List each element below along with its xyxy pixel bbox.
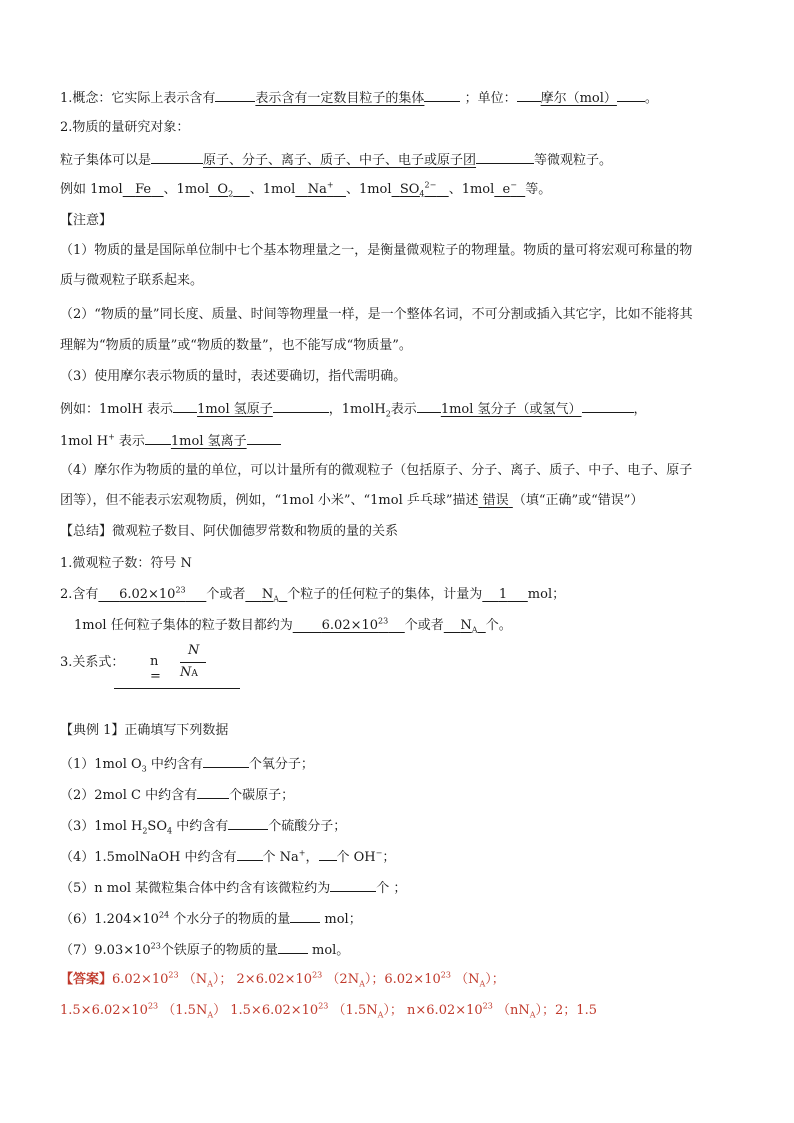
text: （nN [497, 1003, 530, 1018]
note-3: （3）使用摩尔表示物质的量时，表述要确切，指代需明确。 [60, 369, 407, 384]
blank [273, 399, 329, 413]
fraction-bar [180, 662, 206, 663]
h2-answer: 1mol 氢分子（或氢气） [440, 402, 582, 417]
note-1b: 质与微观粒子联系起来。 [60, 273, 204, 288]
na-symbol: N [261, 587, 274, 602]
na: Na [307, 182, 327, 197]
text: （N [182, 972, 208, 987]
question-2 [60, 785, 294, 805]
unit-label: ；单位： [464, 91, 517, 106]
sup: 23 [482, 1001, 493, 1011]
particle-label: 粒子集体可以是 [60, 153, 152, 168]
electron: e [502, 182, 511, 197]
text: （2）2mol C 中约含有 [60, 788, 198, 803]
text [293, 618, 405, 633]
text [479, 493, 513, 508]
text: 个氧分子； [248, 757, 314, 772]
sup: 23 [150, 941, 161, 951]
o2: O [217, 182, 229, 197]
text: ； [382, 850, 396, 865]
one-mol: 1 [498, 587, 508, 602]
text: 1mol 任何粒子集体的粒子数目都约为 [74, 618, 293, 633]
electron-sup: − [510, 180, 517, 190]
formula-denominator [180, 665, 198, 680]
answer-blank[interactable] [319, 847, 337, 861]
o2-sub: 2 [228, 189, 234, 199]
sup: + [298, 848, 306, 858]
summary-title: 【总结】微观粒子数目、阿伏伽德罗常数和物质的量的关系 [60, 524, 399, 539]
question-6 [60, 909, 362, 929]
text: 表示 [114, 434, 145, 449]
blank [173, 399, 197, 413]
text: 个硫酸分子； [268, 819, 347, 834]
sup: 23 [175, 585, 186, 595]
text: ）；6.02×10 [364, 972, 441, 987]
sub: 2 [385, 409, 391, 419]
sub: 3 [141, 764, 147, 774]
answer-line-1 [60, 971, 505, 989]
note-4a: （4）摩尔作为物质的量的单位，可以计量所有的微观粒子（包括原子、分子、离子、质子、中子、电子、原子 [60, 463, 693, 478]
text: 、1mol [345, 182, 392, 197]
text: mol； [527, 587, 566, 602]
question-4 [60, 847, 395, 867]
example-title: 【典例 1】正确填写下列数据 [60, 723, 229, 738]
particle-suffix: 等微观粒子。 [534, 153, 613, 168]
formula-numerator: N [188, 643, 200, 658]
summary-1: 1.微观粒子数：符号 N [60, 556, 192, 571]
sub: 2 [142, 826, 148, 836]
answer-blank[interactable] [290, 909, 320, 923]
answer-tag: 【答案】 [60, 972, 113, 987]
text: N [180, 665, 192, 680]
blank [517, 88, 541, 102]
concept-label: 1.概念：它实际上表示含有 [60, 91, 216, 106]
sub: A [479, 979, 486, 989]
sub: A [529, 1010, 536, 1020]
answer-blank[interactable] [237, 847, 263, 861]
summary-2 [60, 586, 565, 604]
sup: 24 [158, 910, 170, 920]
sup: 23 [318, 1001, 329, 1011]
sup: 23 [168, 970, 179, 980]
text: （N [455, 972, 480, 987]
sub: A [359, 979, 365, 989]
answer-blank[interactable] [203, 754, 249, 768]
text: ）；2；1.5 [535, 1003, 597, 1018]
text [98, 587, 206, 602]
text: 中约含有 [172, 819, 229, 834]
sup: 23 [147, 1001, 159, 1011]
text: ， [305, 850, 319, 865]
o2-answer [209, 182, 250, 197]
note-title: 【注意】 [60, 213, 113, 228]
text: （6）1.204×10 [60, 912, 159, 927]
text: 个 Na [262, 850, 299, 865]
answer-blank[interactable] [278, 940, 308, 954]
avogadro-value: 6.02×10 [119, 587, 176, 602]
sup: + [108, 432, 115, 442]
text [245, 587, 287, 602]
so4-sup: 2− [424, 180, 437, 190]
example-particles-line [60, 181, 551, 199]
avogadro-value-2: 6.02×10 [321, 618, 379, 633]
judgement-answer: 错误 [482, 493, 509, 508]
text: 个铁原子的物质的量 [160, 943, 278, 958]
hplus-answer: 1mol 氢离子 [170, 434, 247, 449]
particle-answer: 原子、分子、离子、质子、中子、电子或原子团 [203, 153, 477, 168]
text: 1mol H [60, 434, 109, 449]
blank [145, 431, 171, 445]
question-5 [60, 878, 406, 898]
h-answer: 1mol 氢原子 [197, 402, 273, 417]
text: （填“正确”或“错误”） [512, 493, 644, 508]
text [482, 587, 527, 602]
sub: A [471, 625, 478, 635]
text: 个 ； [376, 881, 407, 896]
blank [215, 88, 255, 102]
text: 中约含有 [146, 757, 203, 772]
text: 、1mol [448, 182, 495, 197]
na-sup: + [326, 180, 334, 190]
text: （1.5N [332, 1003, 378, 1018]
question-7 [60, 940, 349, 960]
text: 例如 1mol [60, 182, 123, 197]
text: 1.5×6.02×10 [60, 1003, 148, 1018]
text: ）； 2×6.02×10 [212, 972, 313, 987]
blank [476, 150, 534, 164]
so4-answer [392, 182, 449, 197]
text: （1）1mol O [60, 757, 142, 772]
text: （3）1mol H [60, 819, 143, 834]
text: 等。 [525, 182, 552, 197]
concept-line [60, 88, 658, 108]
text: 个。 [485, 618, 512, 633]
note-4b [60, 492, 643, 510]
blank [417, 399, 441, 413]
text: 个水分子的物质的量 [169, 912, 291, 927]
answer-line-2 [60, 1002, 597, 1020]
blank [247, 431, 281, 445]
text: mol； [320, 912, 362, 927]
text: （4）1.5molNaOH 中约含有 [60, 850, 237, 865]
text: 6.02×10 [112, 972, 169, 987]
text: 个或者 [404, 618, 444, 633]
text: 个碳原子； [229, 788, 295, 803]
research-object-title: 2.物质的量研究对象： [60, 120, 190, 135]
summary-3 [74, 617, 512, 635]
blank [617, 88, 645, 102]
note-2a: （2）“物质的量”同长度、质量、时间等物理量一样，是一个整体名词，不可分割或插入其它字，比如不能将其 [60, 307, 693, 322]
sub: A [207, 1010, 214, 1020]
example-h-line [60, 399, 647, 419]
formula-underline [114, 688, 240, 689]
sub: A [377, 1010, 384, 1020]
text: 团等），但不能表示宏观物质，例如，“1mol 小米”、“1mol 乒乓球”描述 [60, 493, 479, 508]
text: 、1mol [163, 182, 210, 197]
electron-answer [494, 182, 525, 197]
sup: − [375, 848, 383, 858]
text: A [191, 669, 198, 679]
so4-sub: 4 [419, 189, 425, 199]
text [444, 618, 486, 633]
answer-blank[interactable] [330, 878, 376, 892]
text: （2N [326, 972, 360, 987]
text: 、1mol [249, 182, 296, 197]
sup: 23 [378, 616, 389, 626]
text: mol。 [307, 943, 350, 958]
na-symbol-2: N [460, 618, 472, 633]
so4: SO [399, 182, 420, 197]
fe: Fe [135, 182, 152, 197]
question-1 [60, 754, 314, 774]
fe-answer [123, 182, 164, 197]
period: 。 [644, 91, 658, 106]
text: （7）9.03×10 [60, 943, 151, 958]
text: SO [147, 819, 167, 834]
sub: 4 [167, 826, 173, 836]
note-2b: 理解为“物质的质量”或“物质的数量”，也不能写成“物质量”。 [60, 338, 412, 353]
answer-blank[interactable] [197, 785, 229, 799]
text: 个粒子的任何粒子的集体，计量为 [287, 587, 483, 602]
text: 个 OH [336, 850, 376, 865]
particle-collection-line [60, 150, 612, 170]
text: ） 1.5×6.02×10 [213, 1003, 319, 1018]
text: 表示 [390, 402, 417, 417]
text: ，1molH [328, 402, 386, 417]
sup: 23 [440, 970, 451, 980]
text: 例如：1molH 表示 [60, 402, 174, 417]
example-hplus-line [60, 431, 281, 451]
na-answer [295, 182, 346, 197]
sub: A [207, 979, 213, 989]
text: 个或者 [206, 587, 246, 602]
answer-blank[interactable] [228, 816, 268, 830]
note-1a: （1）物质的量是国际单位制中七个基本物理量之一，是衡量微观粒子的物理量。物质的量可将宏观可称量的物 [60, 243, 693, 258]
concept-answer: 表示含有一定数目粒子的集体 [255, 91, 425, 106]
text: （1.5N [162, 1003, 208, 1018]
text: ）； [485, 972, 505, 987]
formula-lhs: n = [150, 654, 161, 684]
text: ）； n×6.02×10 [383, 1003, 483, 1018]
text: ， [633, 402, 647, 417]
sup: 23 [312, 970, 323, 980]
sub: A [273, 594, 280, 604]
question-3 [60, 816, 346, 836]
text: 2.含有 [60, 587, 99, 602]
text: （5）n mol 某微粒集合体中约含有该微粒约为 [60, 881, 331, 896]
unit-answer: 摩尔（mol） [540, 91, 617, 106]
blank [151, 150, 203, 164]
blank [424, 88, 460, 102]
blank [582, 399, 634, 413]
relation-label: 3.关系式： [60, 655, 125, 670]
